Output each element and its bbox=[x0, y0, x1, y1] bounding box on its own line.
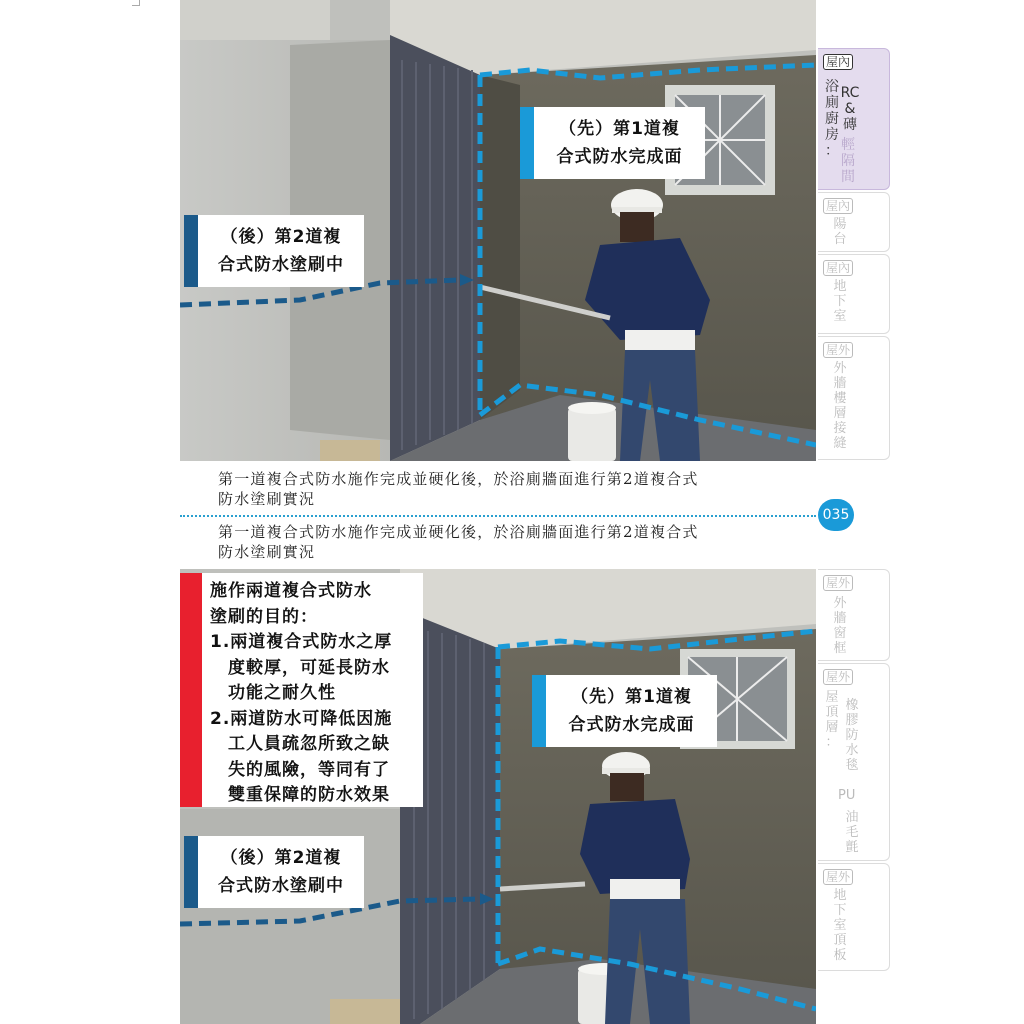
tab-col-2: 橡 膠 防 水 毯 bbox=[845, 698, 859, 773]
purpose-callout bbox=[180, 573, 423, 807]
purpose-line: 度較厚，可延長防水 bbox=[228, 657, 390, 678]
tab-badge: 屋內 bbox=[823, 198, 853, 214]
label-bar bbox=[184, 836, 198, 908]
tab-col-1: 外 牆 樓 層 接 縫 bbox=[833, 361, 847, 451]
purpose-line: 2.兩道防水可降低因施 bbox=[210, 708, 393, 729]
tab-col-3: 輕 隔 間 bbox=[841, 137, 855, 185]
caption-line: 防水塗刷實況 bbox=[218, 490, 316, 508]
side-tab-bathroom[interactable] bbox=[818, 48, 890, 190]
label-line: 合式防水塗刷中 bbox=[218, 255, 344, 275]
tab-col-4: 油 毛 氈 bbox=[845, 810, 859, 855]
label-first-coat-bottom bbox=[532, 675, 717, 747]
tab-col-1: 陽 台 bbox=[833, 217, 847, 247]
side-tab-window-frame[interactable] bbox=[818, 569, 890, 661]
purpose-line: 1.兩道複合式防水之厚 bbox=[210, 632, 393, 652]
purpose-line: 雙重保障的防水效果 bbox=[228, 785, 390, 805]
label-line: （後）第2道複 bbox=[220, 848, 342, 868]
purpose-line: 施作兩道複合式防水 bbox=[210, 581, 372, 601]
tab-badge: 屋內 bbox=[823, 260, 853, 276]
tab-col-1: 地 下 室 bbox=[833, 279, 847, 324]
tab-badge: 屋外 bbox=[823, 575, 853, 591]
side-tab-basement-roof[interactable] bbox=[818, 863, 890, 971]
tab-badge: 屋外 bbox=[823, 869, 853, 885]
side-tab-basement[interactable] bbox=[818, 254, 890, 334]
purpose-line: 功能之耐久性 bbox=[228, 683, 336, 703]
tab-col-2: RC & 磚 bbox=[840, 85, 860, 133]
label-second-coat-bottom bbox=[184, 836, 364, 908]
caption-line: 第一道複合式防水施作完成並硬化後，於浴廁牆面進行第2道複合式 bbox=[218, 470, 699, 488]
caption-bottom bbox=[218, 522, 808, 562]
label-line: （先）第1道複 bbox=[559, 119, 680, 139]
tab-col-1: 外 牆 窗 框 bbox=[833, 596, 847, 656]
label-bar bbox=[532, 675, 546, 747]
tab-col-1: 屋 頂 層 ： bbox=[825, 690, 839, 750]
label-line: （後）第2道複 bbox=[220, 227, 342, 247]
label-line: （先）第1道複 bbox=[571, 687, 692, 707]
purpose-line: 工人員疏忽所致之缺 bbox=[228, 734, 390, 754]
side-tab-roof[interactable] bbox=[818, 663, 890, 861]
dotted-divider bbox=[180, 515, 816, 517]
tab-badge: 屋外 bbox=[823, 669, 853, 685]
purpose-line: 失的風險，等同有了 bbox=[228, 759, 390, 780]
page-number: 035 bbox=[818, 499, 854, 531]
label-line: 合式防水完成面 bbox=[568, 715, 695, 735]
label-bar bbox=[184, 215, 198, 287]
tab-col-1: 浴 廁 廚 房 ： bbox=[825, 79, 839, 159]
tab-badge: 屋外 bbox=[823, 342, 853, 358]
caption-line: 防水塗刷實況 bbox=[218, 543, 316, 561]
label-first-coat-top bbox=[520, 107, 705, 179]
caption-line: 第一道複合式防水施作完成並硬化後，於浴廁牆面進行第2道複合式 bbox=[218, 523, 699, 541]
caption-top bbox=[218, 469, 808, 509]
label-line: 合式防水完成面 bbox=[556, 147, 683, 167]
side-tab-balcony[interactable] bbox=[818, 192, 890, 252]
side-tab-exterior-joints[interactable] bbox=[818, 336, 890, 460]
tab-col-1: 地 下 室 頂 板 bbox=[833, 888, 847, 963]
purpose-line: 塗刷的目的： bbox=[210, 606, 318, 627]
tab-col-3: PU bbox=[838, 788, 856, 803]
crop-mark bbox=[132, 0, 140, 6]
label-bar bbox=[520, 107, 534, 179]
label-second-coat-top bbox=[184, 215, 364, 287]
label-line: 合式防水塗刷中 bbox=[218, 876, 344, 896]
tab-badge: 屋內 bbox=[823, 54, 853, 70]
photo-top bbox=[180, 0, 816, 461]
purpose-bar bbox=[180, 573, 202, 807]
